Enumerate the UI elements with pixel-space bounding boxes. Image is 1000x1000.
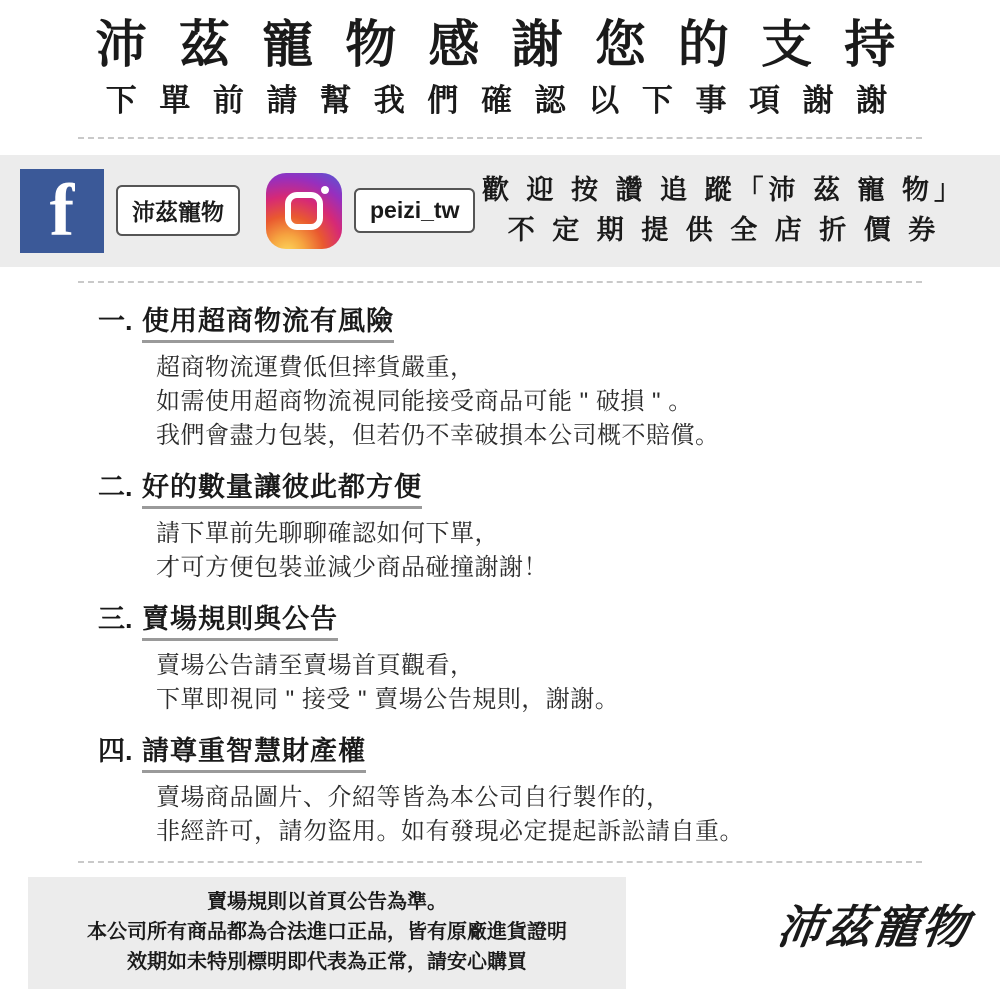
facebook-name-pill: 沛茲寵物 [116,185,240,236]
footer-line: 賣場規則以首頁公告為準。 [207,891,447,914]
social-band [0,155,1000,267]
rule-line: 賣場公告請至賣場首頁觀看， [156,651,475,679]
footer-line: 效期如未特別標明即代表為正常，請安心購買 [127,951,527,974]
instagram-name-pill: peizi_tw [354,188,475,233]
rule-heading [98,299,1000,343]
rule-number: 二. [98,471,133,502]
rule-line: 才可方便包裝並減少商品碰撞謝謝！ [156,553,548,581]
rule-item [98,729,1000,849]
facebook-glyph: f [49,169,75,252]
rule-body [98,351,1000,453]
divider-bottom [78,861,922,863]
divider-mid [78,281,922,283]
page-subtitle: 下 單 前 請 幫 我 們 確 認 以 下 事 項 謝 謝 [105,83,895,119]
rule-body [98,781,1000,849]
rule-line: 非經許可，請勿盜用。如有發現必定提起訴訟請自重。 [156,818,744,846]
rule-number: 一. [98,305,133,336]
rule-heading [98,597,1000,641]
rule-body [98,517,1000,585]
social-promo-text [482,171,980,249]
rule-heading [98,729,1000,773]
instagram-icon[interactable] [266,173,342,249]
footer-notice-box [28,877,626,989]
brand-logo: 沛茲寵物 [773,901,974,954]
page-header [0,0,1000,123]
rule-item [98,299,1000,453]
social-promo-line2: 不 定 期 提 供 全 店 折 價 券 [507,214,941,245]
rule-item [98,465,1000,585]
rule-line: 如需使用超商物流視同能接受商品可能 " 破損 " 。 [156,387,693,415]
rule-number: 四. [98,736,133,767]
rule-title: 好的數量讓彼此都方便 [142,465,422,509]
rule-line: 我們會盡力包裝，但若仍不幸破損本公司概不賠償。 [156,421,720,449]
page-title: 沛 茲 寵 物 感 謝 您 的 支 持 [95,16,905,73]
rule-line: 超商物流運費低但摔貨嚴重， [156,353,475,381]
rule-line: 賣場商品圖片、介紹等皆為本公司自行製作的， [156,784,671,812]
rule-item [98,597,1000,717]
rule-title: 使用超商物流有風險 [142,299,394,343]
rule-title: 賣場規則與公告 [142,597,338,641]
rule-line: 下單即視同 " 接受 " 賣場公告規則，謝謝。 [156,686,620,714]
instagram-dot [321,186,329,194]
rule-body [98,649,1000,717]
facebook-icon[interactable] [20,169,104,253]
rule-number: 三. [98,603,133,634]
rule-line: 請下單前先聊聊確認如何下單， [156,519,499,547]
instagram-ring [285,192,323,230]
rules-list [0,299,1000,850]
divider-top [78,137,922,139]
page-footer [0,877,1000,989]
rule-heading [98,465,1000,509]
social-promo-line1: 歡 迎 按 讚 追 蹤「沛 茲 寵 物」 [481,175,966,206]
footer-line: 本公司所有商品都為合法進口正品，皆有原廠進貨證明 [87,921,567,944]
rule-title: 請尊重智慧財產權 [142,729,366,773]
